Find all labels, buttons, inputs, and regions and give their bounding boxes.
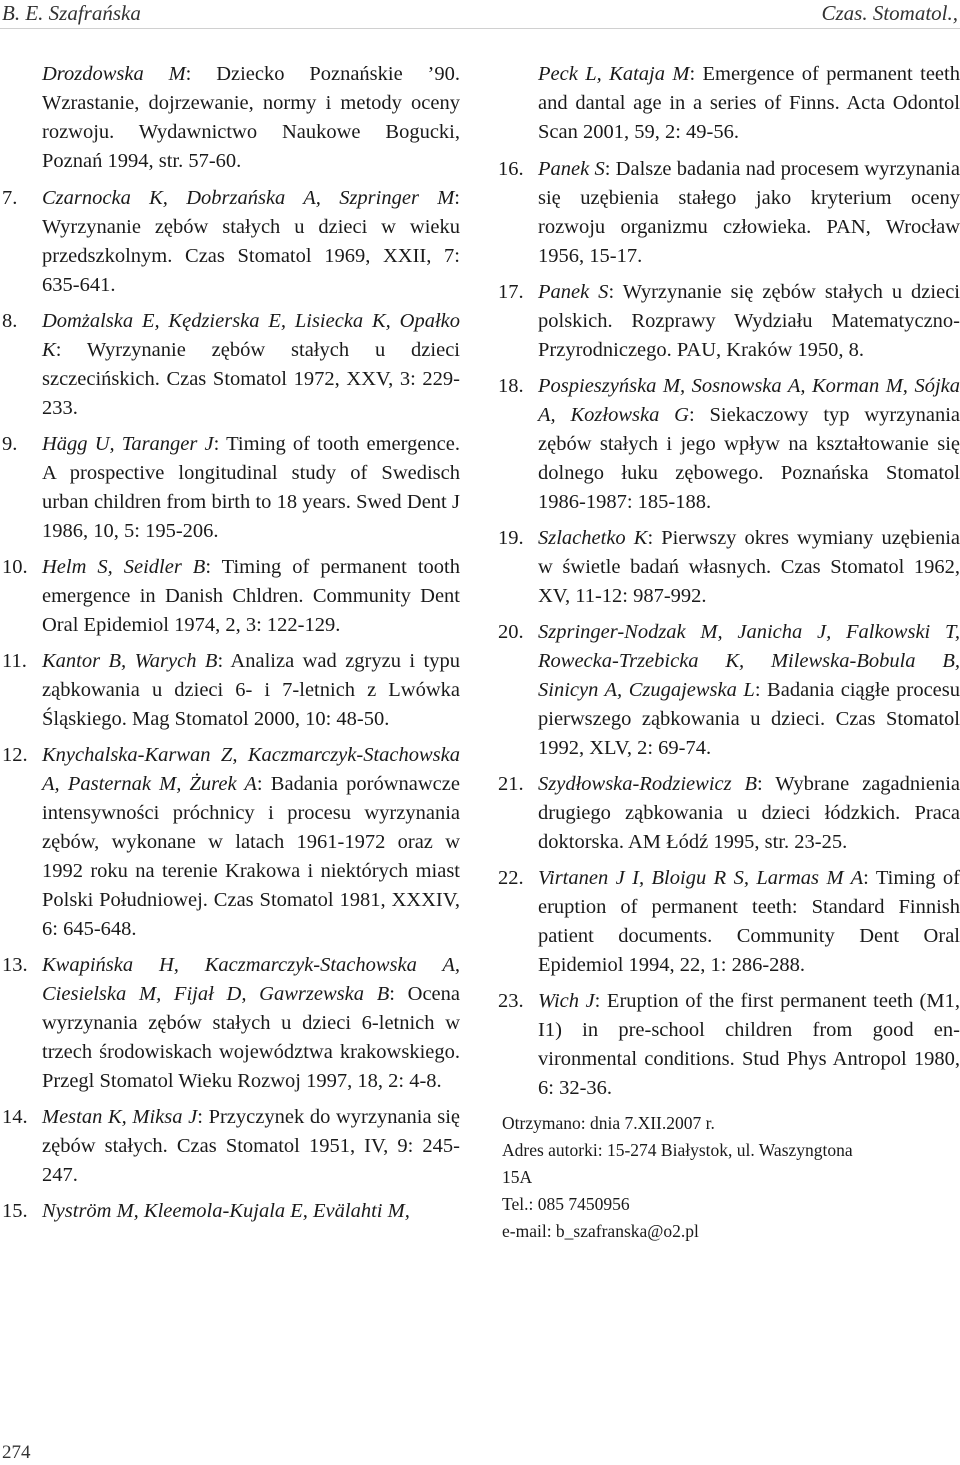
reference-number: 7.	[2, 187, 18, 209]
reference-authors: Helm S, Seidler B	[42, 556, 206, 578]
reference-text: : Przyczynek do wyrzynania się zębów stałych. Czas Stomatol 1951, IV, 9: 245-247.	[42, 1106, 460, 1186]
reference-number: 10.	[2, 556, 28, 578]
reference-text: : Timing of tooth emergence. A prospective longitudinal study of Swedisch urban children from birth to 18 years. Swed Dent J 1986, 10, 5: 195-206.	[42, 433, 460, 542]
reference-item	[2, 1197, 460, 1226]
running-head	[0, 0, 960, 29]
reference-item	[498, 864, 960, 980]
reference-item	[2, 647, 460, 734]
reference-authors: Kantor B, Warych B	[42, 650, 218, 672]
reference-item	[2, 1103, 460, 1190]
reference-number: 21.	[498, 773, 524, 795]
reference-number: 8.	[2, 310, 18, 332]
reference-number: 16.	[498, 158, 524, 180]
reference-number: 15.	[2, 1200, 28, 1222]
author-email: e-mail: b_szafranska@o2.pl	[502, 1221, 699, 1241]
reference-authors: Szlachetko K	[538, 527, 648, 549]
reference-text: : Wyrzynanie się zębów stałych u dzieci polskich. Rozprawy Wydziału Matematyczno-Przyrodniczego. PAU, Kraków 1950, 8.	[538, 281, 960, 361]
reference-authors: Panek S	[538, 158, 605, 180]
reference-authors: Hägg U, Taranger J	[42, 433, 214, 455]
reference-number: 19.	[498, 527, 524, 549]
reference-item	[2, 184, 460, 300]
reference-number: 12.	[2, 744, 28, 766]
reference-column-left	[2, 60, 460, 1233]
reference-item	[498, 372, 960, 517]
reference-number: 14.	[2, 1106, 28, 1128]
reference-item	[498, 524, 960, 611]
reference-item	[2, 951, 460, 1096]
reference-text: : Timing of permanent tooth emergence in Danish Chldren. Community Dent Oral Epidemiol 1974, 2, 3: 122-129.	[42, 556, 460, 636]
reference-text: : Pierwszy okres wymiany uzębienia w świetle badań własnych. Czas Stomatol 1962, XV, 11-12: 987-992.	[538, 527, 960, 607]
reference-item	[2, 307, 460, 423]
reference-text: : Badania ciągłe procesu pierwszego ząbkowania u dzieci. Czas Stomatol 1992, XLV, 2: 69-74.	[538, 679, 960, 759]
page-number: 274	[2, 1442, 31, 1463]
reference-text: : Badania porównawcze intensywności próchnicy i procesu wyrzynania zębów, wykonane w latach 1961-1972 oraz w 1992 roku na terenie Krakowa i niektórych miast Polski Południowej. Czas Stomatol 1981, XXXIV, 6: 645-648.	[42, 773, 460, 940]
reference-authors: Panek S	[538, 281, 609, 303]
reference-authors: Peck L, Kataja M	[538, 63, 690, 85]
reference-text: : Emergence of permanent teeth and dantal age in a series of Finns. Acta Odontol Scan 2001, 59, 2: 49-56.	[538, 63, 960, 143]
reference-authors: Szydłowska-Rodziewicz B	[538, 773, 758, 795]
reference-item	[498, 60, 960, 147]
reference-authors: Virtanen J I, Bloigu R S, Larmas M A	[538, 867, 864, 889]
received-date: Otrzymano: dnia 7.XII.2007 r.	[502, 1113, 715, 1133]
reference-authors: Domżalska E, Kędzierska E, Lisiecka K, Opałko K	[42, 310, 460, 361]
reference-authors: Mestan K, Miksa J	[42, 1106, 198, 1128]
reference-authors: Knychalska-Karwan Z, Kaczmarczyk-Stachowska A, Pasternak M, Żurek A	[42, 744, 460, 795]
running-head-journal: Czas. Stomatol.,	[821, 1, 958, 25]
reference-column-right	[498, 60, 960, 1245]
reference-number: 18.	[498, 375, 524, 397]
author-address: Adres autorki: 15-274 Białystok, ul. Waszyngtona	[502, 1140, 853, 1160]
reference-authors: Czarnocka K, Dobrzańska A, Szpringer M	[42, 187, 455, 209]
reference-number: 22.	[498, 867, 524, 889]
reference-text: : Eruption of the first permanent teeth (M1, I1) in pre-school children from good environmental conditions. Stud Phys Antropol 1980, 6: 32-36.	[538, 990, 960, 1099]
reference-number: 17.	[498, 281, 524, 303]
reference-number: 20.	[498, 621, 524, 643]
reference-list-right	[498, 60, 960, 1103]
reference-text: : Ocena wyrzynania zębów stałych u dzieci 6-letnich w trzech środowiskach województwa krakowskiego. Przegl Stomatol Wieku Rozwoj 1997, 18, 2: 4-8.	[42, 983, 460, 1092]
reference-item	[498, 278, 960, 365]
reference-authors: Nyström M, Kleemola-Kujala E, Evälahti M,	[42, 1200, 410, 1222]
reference-item	[2, 741, 460, 944]
reference-text: : Dziecko Poznańskie ’90. Wzrastanie, dojrzewanie, normy i metody oceny rozwoju. Wydawnictwo Naukowe Bogucki, Poznań 1994, str. 57-60.	[42, 63, 460, 172]
reference-text: : Wyrzynanie zębów stałych u dzieci szczecińskich. Czas Stomatol 1972, XXV, 3: 229-233.	[42, 339, 460, 419]
author-address-line2: 15A	[502, 1167, 533, 1187]
reference-number: 11.	[2, 650, 27, 672]
reference-text: : Siekaczowy typ wyrzynania zębów stałych i jego wpływ na kształtowanie się dolnego łuku zębowego. Poznańska Stomatol 1986-1987: 185-188.	[538, 404, 960, 513]
reference-text: : Dalsze badania nad procesem wyrzynania się uzębienia stałego jako kryterium oceny rozwoju organizmu człowieka. PAN, Wrocław 1956, 15-17.	[538, 158, 960, 267]
reference-item	[2, 60, 460, 176]
reference-item	[498, 770, 960, 857]
reference-text: : Timing of eruption of permanent teeth: Standard Finnish patient documents. Community Dent Oral Epidemiol 1994, 22, 1: 286-288.	[538, 867, 960, 976]
correspondence-note	[498, 1110, 960, 1245]
reference-number: 23.	[498, 990, 524, 1012]
reference-item	[498, 155, 960, 271]
reference-authors: Drozdowska M	[42, 63, 186, 85]
reference-authors: Szpringer-Nodzak M, Janicha J, Falkowski T, Rowecka-Trzebicka K, Milewska-Bobula B, Sinicyn A, Czugajewska L	[538, 621, 960, 701]
reference-item	[498, 987, 960, 1103]
reference-item	[2, 553, 460, 640]
reference-item	[2, 430, 460, 546]
running-head-author: B. E. Szafrańska	[2, 1, 141, 25]
reference-authors: Pospieszyńska M, Sosnowska A, Korman M, Sójka A, Kozłowska G	[538, 375, 960, 426]
reference-authors: Kwapińska H, Kaczmarczyk-Stachowska A, Ciesielska M, Fijał D, Gawrzewska B	[42, 954, 460, 1005]
reference-number: 9.	[2, 433, 18, 455]
reference-item	[498, 618, 960, 763]
reference-text: : Wybrane zagadnienia drugiego ząbkowania u dzieci łódzkich. Praca doktorska. AM Łódź 1995, str. 23-25.	[538, 773, 960, 853]
reference-text: : Analiza wad zgryzu i typu ząbkowania u dzieci 6- i 7-letnich z Lwówka Śląskiego. Mag Stomatol 2000, 10: 48-50.	[42, 650, 460, 730]
reference-number: 13.	[2, 954, 28, 976]
reference-text: : Wyrzynanie zębów stałych u dzieci w wieku przedszkolnym. Czas Stomatol 1969, XXII, 7: 635-641.	[42, 187, 460, 296]
reference-authors: Wich J	[538, 990, 595, 1012]
author-phone: Tel.: 085 7450956	[502, 1194, 630, 1214]
